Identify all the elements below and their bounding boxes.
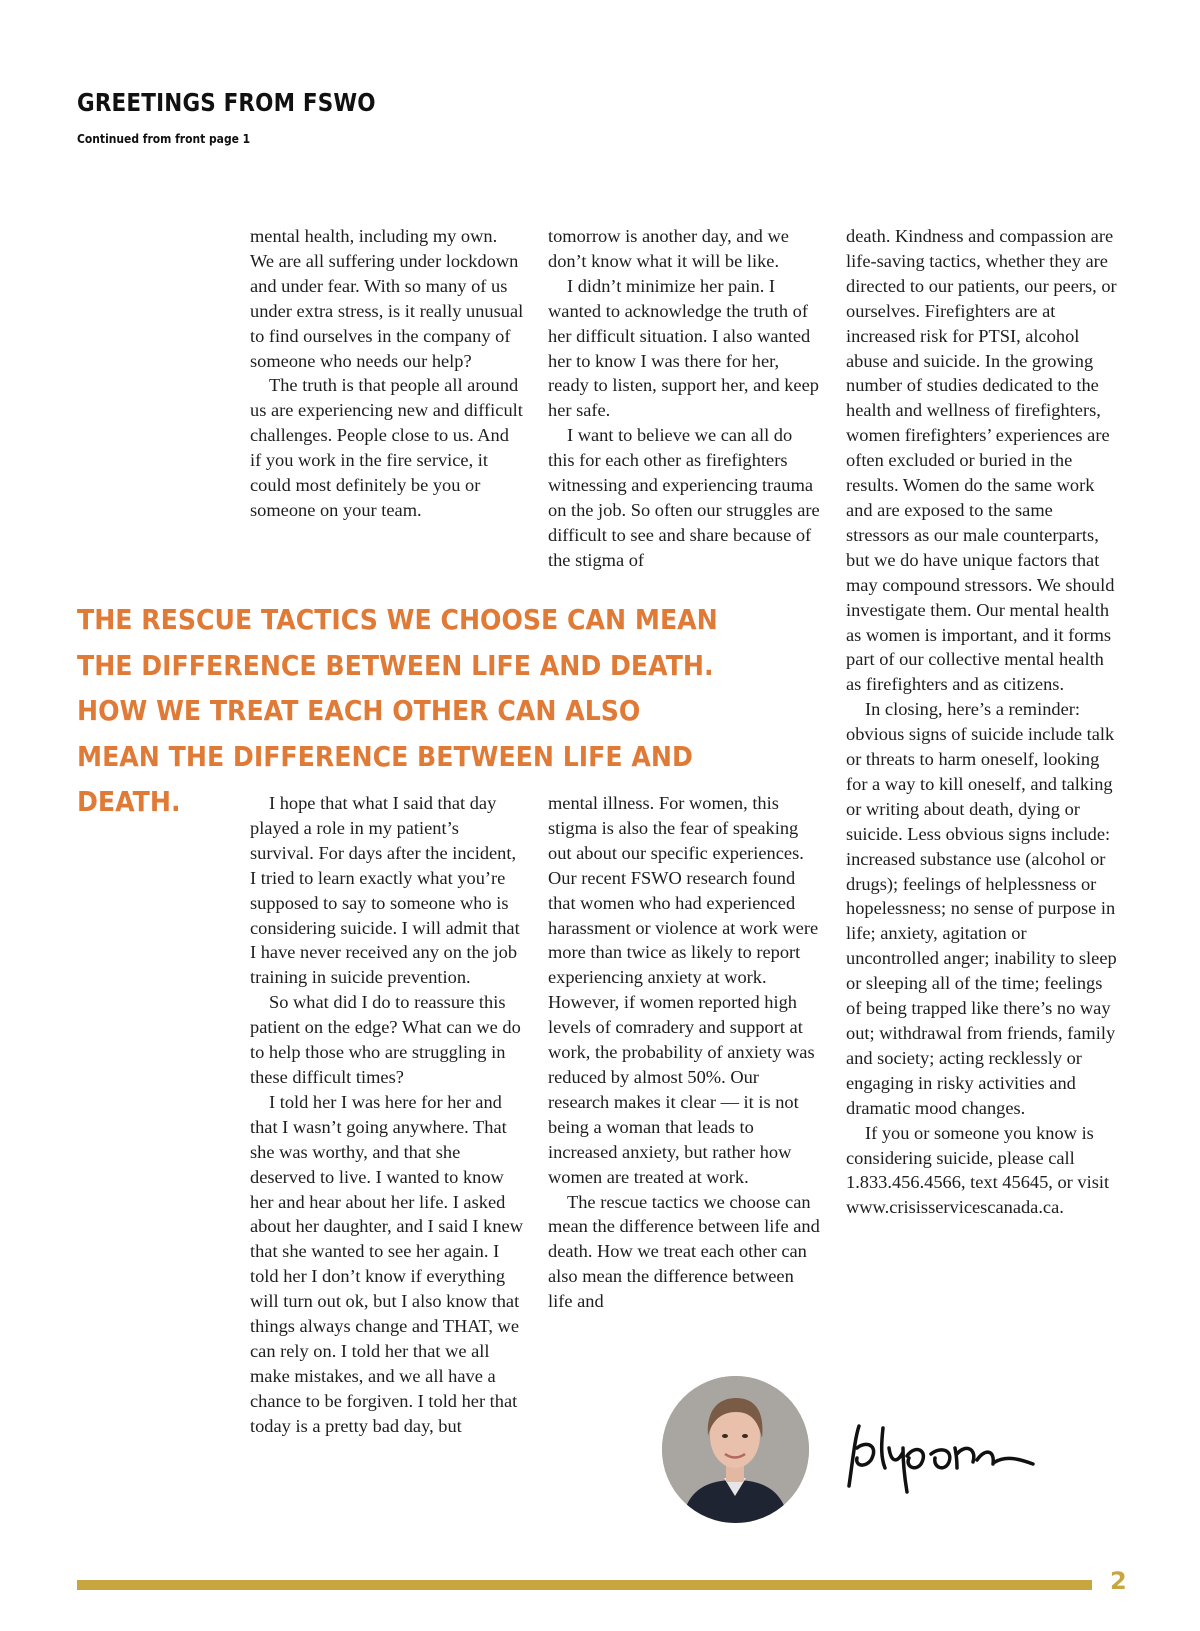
column-right [846, 224, 1120, 1220]
paragraph: So what did I do to reassure this patient on the edge? What can we do to help those who are struggling in these difficult times? [250, 992, 521, 1087]
paragraph: I told her I was here for her and that I wasn’t going anywhere. That she was worthy, and that she deserved to live. I wanted to know her and hear about her life. I asked about her daughter, and I said I knew that she wanted to see her again. I told her I don’t know if everything will turn out ok, but I also know that things always change and THAT, we can rely on. I told her that we all make mistakes, and we all have a chance to be forgiven. I told her that today is a pretty bad day, but [250, 1091, 523, 1436]
footer-rule [77, 1580, 1092, 1590]
pull-quote: THE RESCUE TACTICS WE CHOOSE CAN MEAN THE DIFFERENCE BETWEEN LIFE AND DEATH. HOW WE TREAT EACH OTHER CAN ALSO MEAN THE DIFFERENCE BETWEEN LIFE AND DEATH. [77, 603, 718, 818]
section-title: GREETINGS FROM FSWO [77, 88, 376, 117]
column-top-1 [250, 224, 524, 523]
author-photo-icon [662, 1376, 809, 1523]
paragraph: I didn’t minimize her pain. I wanted to acknowledge the truth of her difficult situation. I also wanted her to know I was there for her, ready to listen, support her, and keep her safe. [548, 275, 819, 421]
column-bottom-2 [548, 791, 822, 1314]
column-top-2 [548, 224, 822, 573]
author-photo [662, 1376, 809, 1523]
paragraph: If you or someone you know is considering suicide, please call 1.833.456.4566, text 45645, or visit www.crisisservicescanada.ca. [846, 1122, 1110, 1218]
continued-note: Continued from front page 1 [77, 131, 251, 146]
paragraph: I want to believe we can all do this for each other as firefighters witnessing and experiencing trauma on the job. So often our struggles are difficult to see and share because of the stigma of [548, 425, 820, 570]
paragraph: The rescue tactics we choose can mean the difference between life and death. How we treat each other can also mean the difference between life and [548, 1191, 820, 1312]
paragraph: tomorrow is another day, and we don’t know what it will be like. [548, 226, 789, 271]
paragraph: The truth is that people all around us are experiencing new and difficult challenges. People close to us. And if you work in the fire service, it could most definitely be you or someone on your team. [250, 375, 523, 520]
signature-icon [845, 1418, 1040, 1498]
page-number: 2 [1110, 1567, 1127, 1595]
paragraph: death. Kindness and compassion are life-saving tactics, whether they are directed to our patients, our peers, or ourselves. Firefighters are at increased risk for PTSI, alcohol abuse and suicide. In the growing number of studies dedicated to the health and wellness of firefighters, women firefighters’ experiences are often excluded or buried in the results. Women do the same work and are exposed to the same stressors as our male counterparts, but we do have unique factors that may compound stressors. We should investigate them. Our mental health as women is important, and it forms part of our collective mental health as firefighters and as citizens. [846, 226, 1117, 695]
paragraph: I hope that what I said that day played a role in my patient’s survival. For days after the incident, I tried to learn exactly what you’re supposed to say to someone who is considering suicide. I will admit that I have never received any on the job training in suicide prevention. [250, 793, 520, 988]
paragraph: mental health, including my own. We are all suffering under lockdown and under fear. With so many of us under extra stress, is it really unusual to find ourselves in the company of someone who needs our help? [250, 226, 524, 371]
column-bottom-1 [250, 791, 524, 1439]
paragraph: mental illness. For women, this stigma is also the fear of speaking out about our specific experiences. Our recent FSWO research found that women who had experienced harassment or violence at work were more than twice as likely to report experiencing anxiety at work. However, if women reported high levels of comradery and support at work, the probability of anxiety was reduced by almost 50%. Our research makes it clear — it is not being a woman that leads to increased anxiety, but rather how women are treated at work. [548, 793, 819, 1187]
paragraph: In closing, here’s a reminder: obvious signs of suicide include talk or threats to harm oneself, looking for a way to kill oneself, and talking or writing about death, dying or suicide. Less obvious signs include: increased substance use (alcohol or drugs); feelings of helplessness or hopelessness; no sense of purpose in life; anxiety, agitation or uncontrolled anger; inability to sleep or sleeping all of the time; feelings of being trapped like there’s no way out; withdrawal from friends, family and society; acting recklessly or engaging in risky activities and dramatic mood changes. [846, 699, 1117, 1118]
